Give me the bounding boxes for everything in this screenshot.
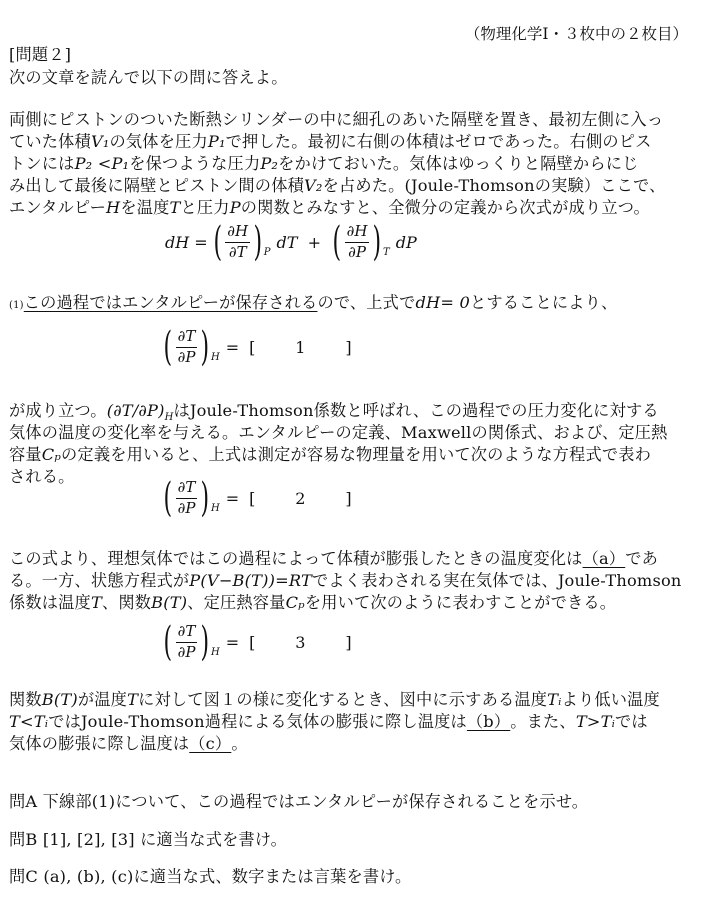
question-a: 問A 下線部(1)について、この過程ではエンタルピーが保存されることを示せ。 (9, 792, 589, 811)
para1-line4: み出して最後に隔壁とピストン間の体積V₂を占めた。(Joule-Thomsonの実験）ここで、 (9, 176, 666, 195)
question-b: 問B [1], [2], [3] に適当な式を書け。 (9, 830, 287, 849)
para4-line3: 気体の膨張に際し温度は（c）。 (9, 730, 248, 754)
underline-1: この過程ではエンタルピーが保存される (23, 293, 318, 312)
para2-line3: 容量Cₚの定義を用いると、上式は測定が容易な物理量を用いて次のような方程式で表わ (9, 445, 651, 464)
problem-title: [問題２] (9, 45, 72, 64)
equation-blank-1: ( $\frac{\partial T}{\partial P}$ ) H = [ 1 ] (163, 324, 352, 370)
para4-line1: 関数B(T)が温度Tに対して図１の様に変化するとき、図中に示すある温度Tᵢより低い温度 (9, 690, 660, 709)
para2-line4: される。 (9, 467, 75, 486)
para4-line2: T<TᵢではJoule-Thomson過程による気体の膨張に際し温度は（b）。また、T>Tᵢでは (9, 708, 648, 732)
blank-c: （c） (189, 734, 232, 753)
para3-line2: る。一方、状態方程式がP(V−B(T))=RTでよく表わされる実在気体では、Joule-Thomson (9, 571, 682, 590)
para1-line3: トンにはP₂ <P₁を保つような圧力P₂をかけておいた。気体はゆっくりと隔壁からにじ (9, 154, 639, 173)
blank-a: （a） (582, 549, 626, 568)
blank-b: （b） (466, 712, 511, 731)
total-differential-equation: dH = ( $\frac{\partial H}{\partial T}$ ) P dT + ( $\frac{\partial H}{\partial P}$ ) T dP (165, 219, 417, 265)
para1-line5: エンタルピーHを温度Tと圧力Pの関数とみなすと、全微分の定義から次式が成り立つ。 (9, 198, 650, 217)
equation-blank-3: ( $\frac{\partial T}{\partial P}$ ) H = [ 3 ] (163, 619, 352, 665)
sentence-1: (1)この過程ではエンタルピーが保存されるので、上式でdH= 0とすることにより、 (9, 293, 618, 312)
para3-line1: この式より、理想気体ではこの過程によって体積が膨張したときの温度変化は（a）であ (9, 545, 658, 569)
para2-line1: が成り立つ。$(\partial T/\partial P)_H$はJoule-Thomson係数と呼ばれ、この過程での圧力変化に対する (9, 401, 659, 424)
para2-line2: 気体の温度の変化率を与える。エンタルピーの定義、Maxwellの関係式、および、定圧熱 (9, 423, 668, 442)
sheet-label: （物理化学Ⅰ・３枚中の２枚目） (464, 25, 688, 43)
equation-blank-2: ( $\frac{\partial T}{\partial P}$ ) H = [ 2 ] (163, 475, 352, 521)
para3-line3: 係数は温度T、関数B(T)、定圧熱容量Cₚを用いて次のように表わすことができる。 (9, 593, 617, 612)
para1-line1: 両側にピストンのついた断熱シリンダーの中に細孔のあいた隔壁を置き、最初左側に入っ (9, 110, 664, 129)
para1-line2: ていた体積V₁の気体を圧力P₁で押した。最初に右側の体積はゼロであった。右側のピス (9, 132, 652, 151)
question-c: 問C (a), (b), (c)に適当な式、数字または言葉を書け。 (9, 867, 412, 886)
intro-text: 次の文章を読んで以下の問に答えよ。 (9, 68, 288, 87)
